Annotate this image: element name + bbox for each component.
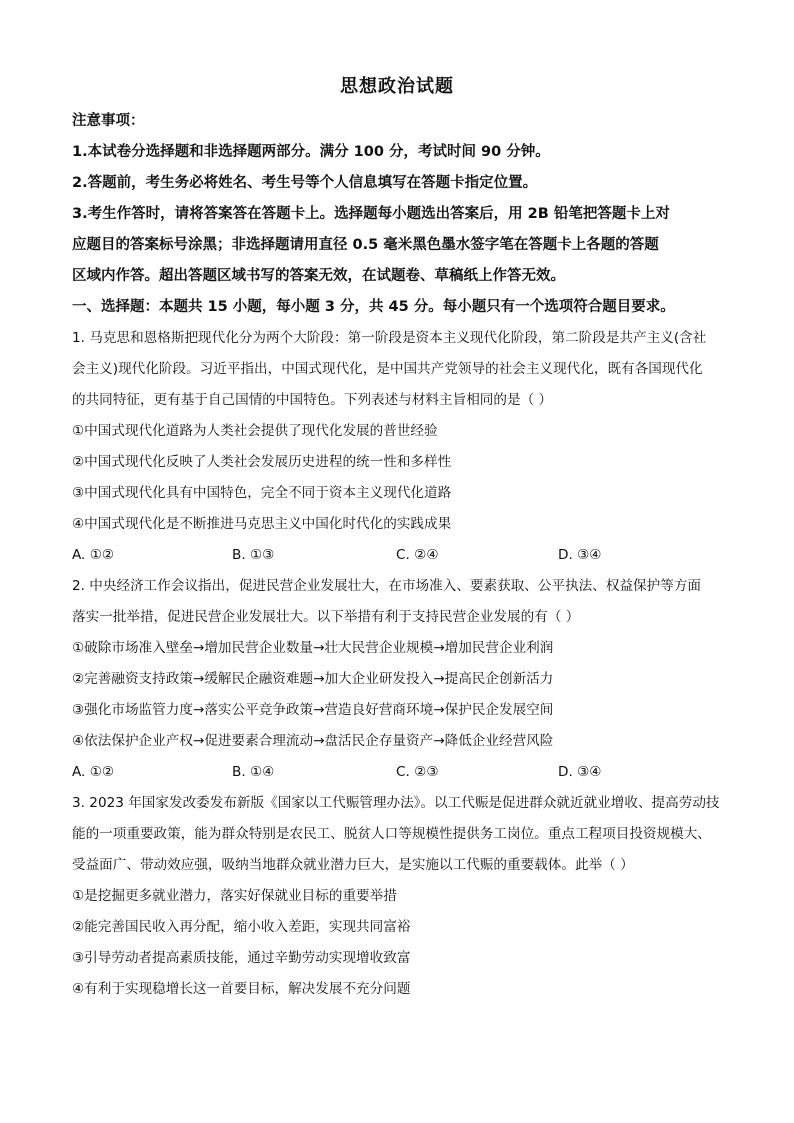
choice-c: C. ②④ (396, 547, 439, 563)
choice-d: D. ③④ (558, 547, 602, 563)
question-option: ④有利于实现稳增长这一首要目标，解决发展不充分问题 (72, 981, 411, 997)
question-option: ④中国式现代化是不断推进马克思主义中国化时代化的实践成果 (72, 516, 452, 532)
question-option: ④依法保护企业产权→促进要素合理流动→盘活民企存量资产→降低企业经营风险 (72, 733, 554, 749)
question-stem: 的共同特征，更有基于自己国情的中国特色。下列表述与材料主旨相同的是（ ） (72, 392, 553, 408)
question-stem: 落实一批举措，促进民营企业发展壮大。以下举措有利于支持民营企业发展的有（ ） (72, 609, 580, 625)
exam-content (72, 106, 732, 1005)
notice-item: 3.考生作答时，请将答案答在答题卡上。选择题每小题选出答案后，用 2B 铅笔把答题卡上对 (72, 206, 670, 222)
question-option: ③中国式现代化具有中国特色，完全不同于资本主义现代化道路 (72, 485, 452, 501)
page-title: 思想政治试题 (340, 76, 454, 97)
question-option: ②中国式现代化反映了人类社会发展历史进程的统一性和多样性 (72, 454, 452, 470)
notice-item: 2.答题前，考生务必将姓名、考生号等个人信息填写在答题卡指定位置。 (72, 175, 538, 191)
choice-b: B. ①④ (232, 764, 275, 780)
choice-c: C. ②③ (396, 764, 439, 780)
question-option: ③引导劳动者提高素质技能，通过辛勤劳动实现增收致富 (72, 950, 411, 966)
question-stem: 2. 中央经济工作会议指出，促进民营企业发展壮大，在市场准入、要素获取、公平执法、权益保护等方面 (72, 578, 702, 594)
choice-b: B. ①③ (232, 547, 275, 563)
question-option: ②完善融资支持政策→缓解民企融资难题→加大企业研发投入→提高民企创新活力 (72, 671, 554, 687)
choice-a: A. ①② (72, 764, 115, 780)
question-option: ①中国式现代化道路为人类社会提供了现代化发展的普世经验 (72, 423, 438, 439)
question-stem: 1. 马克思和恩格斯把现代化分为两个大阶段：第一阶段是资本主义现代化阶段，第二阶段是共产主义(含社 (72, 330, 707, 346)
question-stem: 能的一项重要政策，能为群众特别是农民工、脱贫人口等规模性提供务工岗位。重点工程项目投资规模大、 (72, 826, 711, 842)
question-option: ①破除市场准入壁垒→增加民营企业数量→壮大民营企业规模→增加民营企业利润 (72, 640, 554, 656)
answer-choices (72, 757, 732, 788)
choice-a: A. ①② (72, 547, 115, 563)
question-stem: 受益面广、带动效应强，吸纳当地群众就业潜力巨大，是实施以工代赈的重要载体。此举（ ） (72, 857, 634, 873)
question-1 (72, 323, 732, 571)
question-stem: 会主义)现代化阶段。习近平指出，中国式现代化，是中国共产党领导的社会主义现代化，既有各国现代化 (72, 361, 703, 377)
question-option: ①是挖掘更多就业潜力，落实好保就业目标的重要举措 (72, 888, 397, 904)
section-heading: 一、选择题：本题共 15 小题，每小题 3 分，共 45 分。每小题只有一个选项符合题目要求。 (72, 299, 675, 315)
notice-item: 1.本试卷分选择题和非选择题两部分。满分 100 分，考试时间 90 分钟。 (72, 144, 550, 160)
answer-choices (72, 540, 732, 571)
question-stem: 3. 2023 年国家发改委发布新版《国家以工代赈管理办法》。以工代赈是促进群众就近就业增收、提高劳动技 (72, 795, 720, 811)
notice-heading: 注意事项： (72, 113, 145, 129)
notice-item: 应题目的答案标号涂黑；非选择题请用直径 0.5 毫米黑色墨水签字笔在答题卡上各题的答题 (72, 237, 659, 253)
question-2 (72, 571, 732, 788)
question-3 (72, 788, 732, 1005)
choice-d: D. ③④ (558, 764, 602, 780)
question-option: ②能完善国民收入再分配，缩小收入差距，实现共同富裕 (72, 919, 411, 935)
question-option: ③强化市场监管力度→落实公平竞争政策→营造良好营商环境→保护民企发展空间 (72, 702, 554, 718)
notice-item: 区域内作答。超出答题区域书写的答案无效，在试题卷、草稿纸上作答无效。 (72, 268, 565, 284)
